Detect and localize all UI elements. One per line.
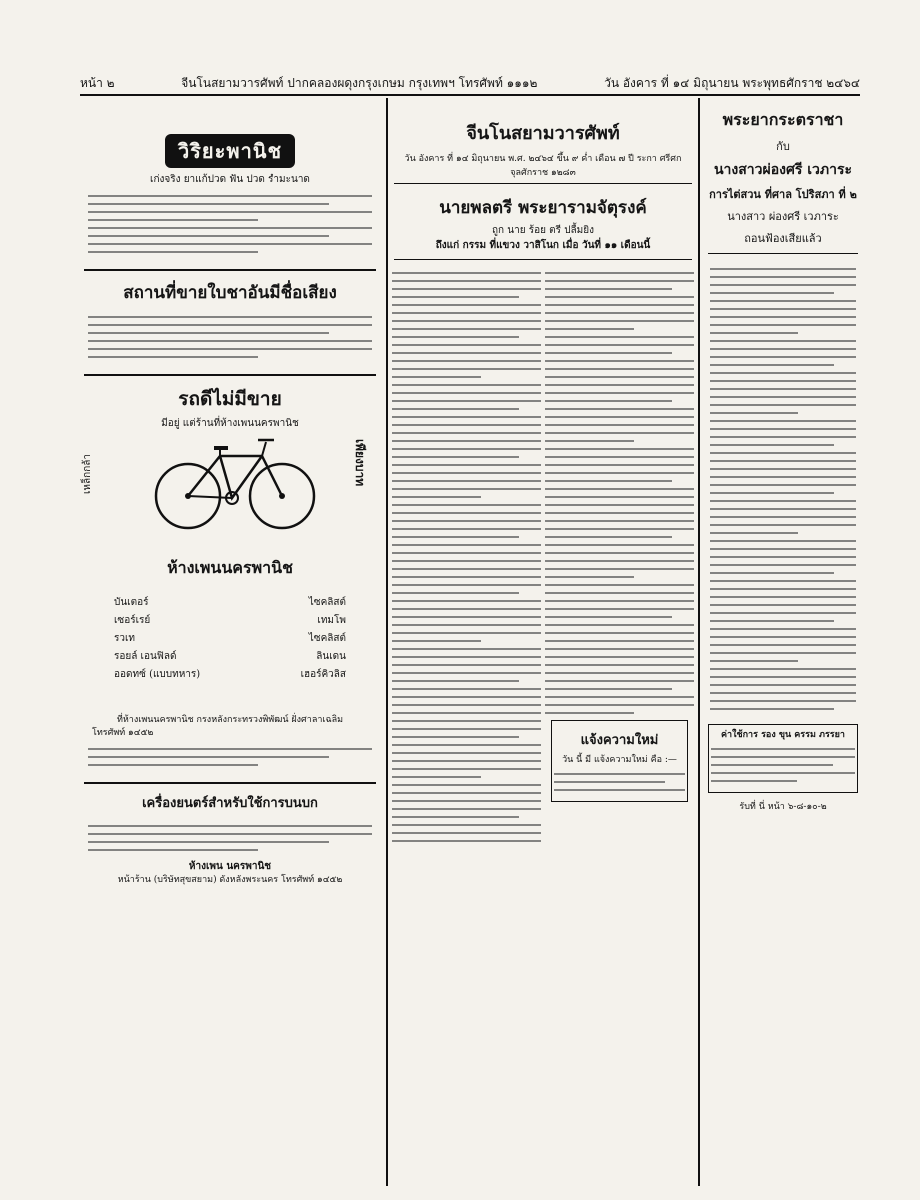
brand-right: ไซคลิสต์ (308, 633, 346, 644)
brand-right: เฮอร์คิวลิส (300, 669, 346, 680)
bicycle-illustration (150, 426, 320, 536)
court-headline: พระยากระตราชา (722, 110, 844, 129)
brand-subtitle: เก่งจริง ยาแก้ปวด ฟัน ปวด รำมะนาด (150, 174, 310, 185)
main-headline: นายพลตรี พระยารามจัตุรงค์ (439, 198, 647, 218)
main-subheadline-1: ถูก นาย ร้อย ตรี ปลื้มยิง (491, 225, 595, 236)
article-column-right (545, 266, 694, 848)
header-date: วัน อังคาร ที่ ๑๔ มิถุนายน พระพุทธศักราช ๒๔๖๔ (604, 75, 860, 90)
tea-shop-title: สถานที่ขายใบชาอันมีชื่อเสียง (123, 283, 337, 303)
engine-ad-shop: ห้างเพน นครพานิช (188, 861, 272, 872)
brand-left: รวเท (114, 633, 135, 644)
brand-row (100, 630, 360, 648)
bicycle-contact: ที่ห้างเพนนครพานิช กรงหลังกระทรวงพิพัฒน์ ฝั่งศาลาเฉลิม (116, 715, 344, 725)
brand-row (100, 666, 360, 684)
bicycle-shop-name: ห้างเพนนครพานิช (167, 558, 293, 577)
right-column (702, 98, 864, 1186)
court-sub-2: นางสาว ผ่องศรี เวภาระ (727, 210, 839, 223)
notice-box (551, 720, 688, 802)
brand-ad-text (80, 187, 380, 261)
bicycle-phone: โทรศัพท์ ๑๔๕๒ (92, 728, 154, 738)
bicycle-ad-title: รถดีไม่มีขาย (178, 388, 282, 410)
brand-row (100, 648, 360, 666)
bicycle-ad-subtitle: มีอยู่ แต่ร้านที่ห้างเพนนครพานิช (161, 418, 299, 429)
bicycle-ad (80, 384, 380, 714)
main-subheadline-2: ถึงแก่ กรรม ที่แขวง วาสิโนก เมื่อ วันที่ ๑๑ เดือนนี้ (435, 240, 651, 251)
court-article-text (702, 260, 864, 718)
brand-right: เทมโพ (317, 615, 346, 626)
bicycle-side-text-right: เพียงบาท (353, 439, 367, 487)
notice-title: แจ้งความใหม่ (580, 733, 659, 748)
brand-box (165, 134, 295, 168)
court-sub: การไต่สวน ที่ศาล โปริสภา ที่ ๒ (709, 188, 857, 201)
brand-right: ลินเดน (316, 651, 346, 662)
brand-row (100, 594, 360, 612)
engine-ad-title: เครื่องยนตร์สำหรับใช้การบนบก (142, 796, 318, 811)
court-conjunction: กับ (776, 140, 790, 153)
left-column (80, 98, 380, 1186)
brand-left: เซอร์เรย์ (114, 615, 151, 626)
brand-left: รอยล์ เอนฟิลด์ (114, 651, 177, 662)
bicycle-notes (80, 740, 380, 774)
court-sub-3: ถอนฟ้องเสียแล้ว (744, 232, 822, 245)
page-number: หน้า ๒ (80, 75, 115, 90)
bicycle-brand-list (100, 594, 360, 684)
right-box (708, 724, 858, 793)
article-column-left (392, 266, 541, 848)
brand-row (100, 612, 360, 630)
court-headline-2: นางสาวผ่องศรี เวภาระ (713, 162, 853, 178)
middle-column (386, 98, 700, 1186)
header-publication: จีนโนสยามวารศัพท์ ปากคลองผดุงกรุงเกษม กรุงเทพฯ โทรศัพท์ ๑๑๑๒ (181, 75, 538, 90)
page-header (80, 72, 860, 96)
notice-line: วัน นี้ มี แจ้งความใหม่ คือ :— (562, 755, 677, 765)
engine-ad-footer: หน้าร้าน (บริษัทสุขสยาม) ดังหลังพระนคร โทรศัพท์ ๑๔๕๒ (117, 875, 343, 885)
masthead: จีนโนสยามวารศัพท์ (466, 123, 620, 144)
tea-shop-text (80, 308, 380, 366)
brand-left: ออดทซ์ (แบบทหาร) (114, 669, 201, 680)
article-body (388, 266, 698, 848)
right-box-title: ค่าใช้การ รอง ขุน ครรม ภรรยา (721, 730, 845, 740)
brand-left: บันเตอร์ (114, 597, 149, 608)
brand-title: วิริยะพานิช (177, 139, 283, 163)
masthead-date: วัน อังคาร ที่ ๑๔ มิถุนายน พ.ศ. ๒๔๖๔ ขึ้น ๙ ค่ำ เดือน ๗ ปี ระกา ศรีศก จุลศักราช ๑๒๘๓ (394, 151, 692, 184)
brand-right: ไซคลิสต์ (308, 597, 346, 608)
right-footer-note: รับที่ นี่ หน้า ๖-๘-๑๐-๒ (739, 802, 827, 812)
bicycle-side-text-left: เหล็กกล้า (82, 454, 93, 494)
engine-ad-text (80, 817, 380, 859)
